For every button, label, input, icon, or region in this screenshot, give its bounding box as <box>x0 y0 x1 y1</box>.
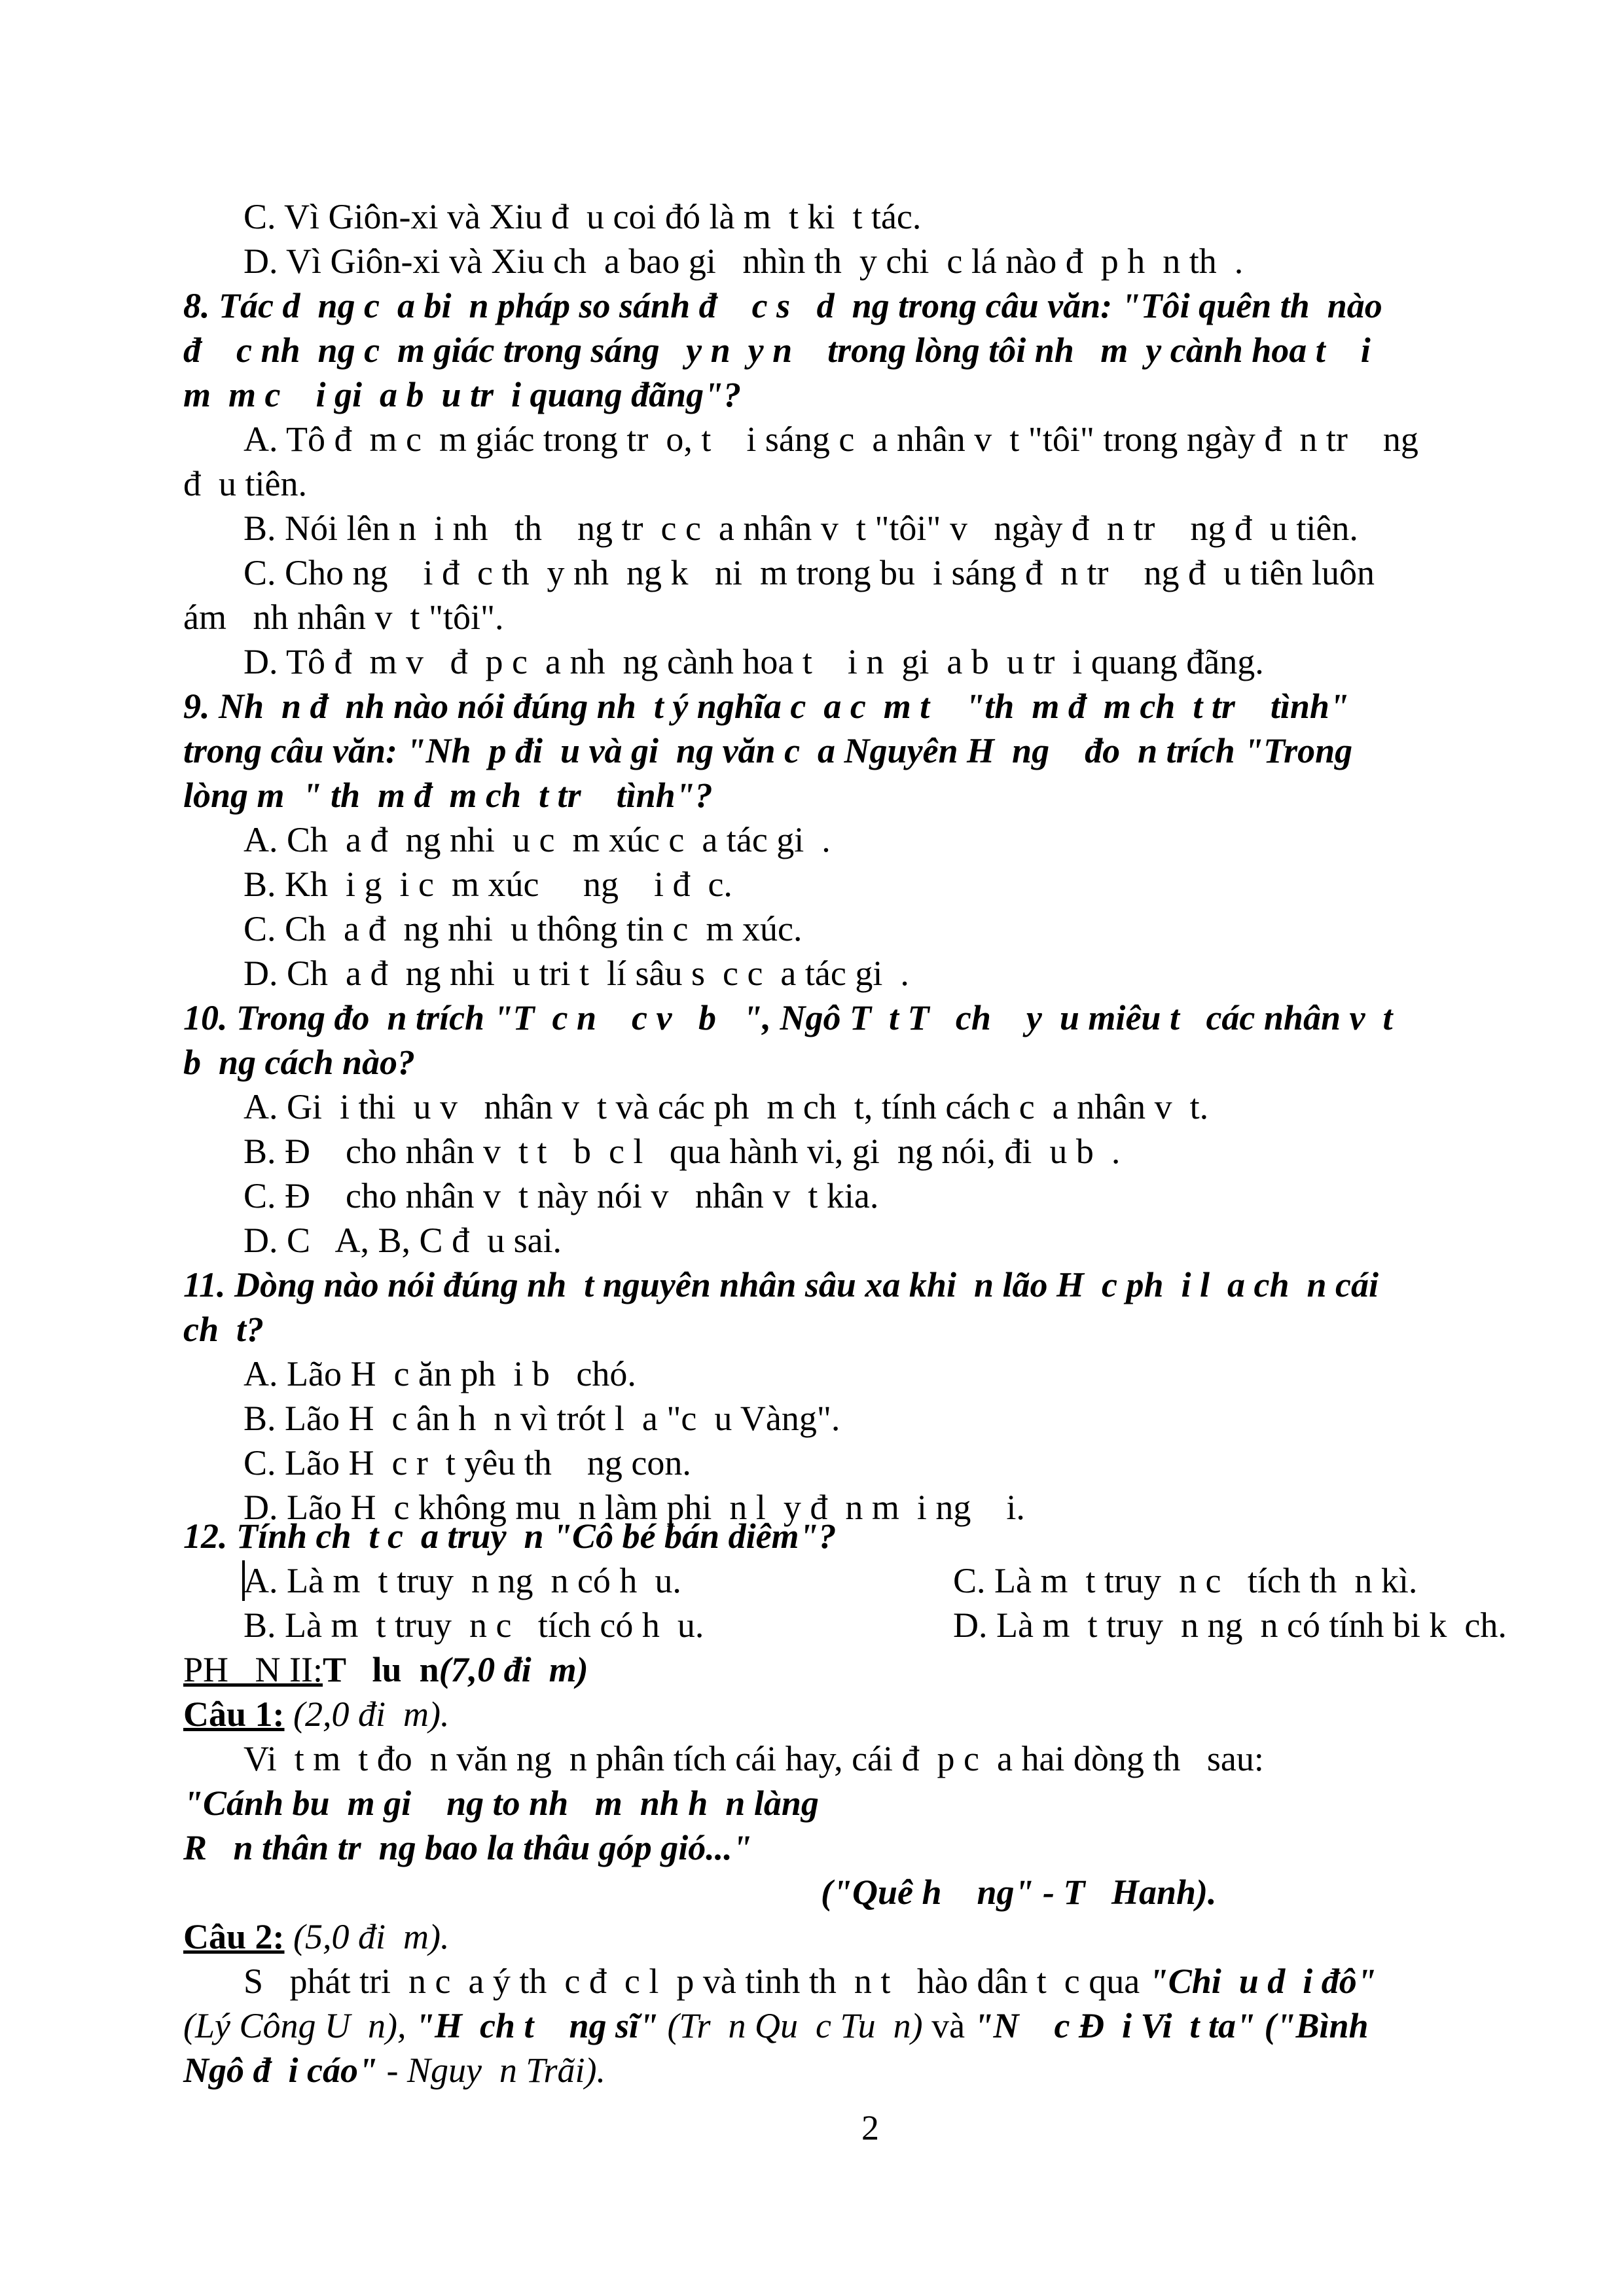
poem-line-1: "Cánh bu m gi ng to nh m nh h n làng <box>183 1784 819 1823</box>
cau-2-text-line-3 <box>183 2049 605 2092</box>
q7-option-c: C. Vì Giôn-xi và Xiu đ u coi đó là m t ki t tác. <box>244 197 922 236</box>
question-8-line-2: đ c nh ng c m giác trong sáng y n y n trong lòng tôi nh m y cành hoa t i <box>183 331 1371 370</box>
q12-option-c: C. Là m t truy n c tích th n kì. <box>953 1561 1418 1600</box>
q8-option-c-cont: ám nh nhân v t "tôi". <box>183 598 504 637</box>
q11-option-c: C. Lão H c r t yêu th ng con. <box>244 1443 691 1482</box>
q11-option-b: B. Lão H c ân h n vì trót l a "c u Vàng". <box>244 1399 840 1438</box>
q10-option-d: D. C A, B, C đ u sai. <box>244 1221 562 1260</box>
question-9: 9. Nh n đ nh nào nói đúng nh t ý nghĩa c a c m t "th m đ m ch t tr tình" <box>183 687 1349 726</box>
q10-option-c: C. Đ cho nhân v t này nói v nhân v t kia. <box>244 1176 879 1215</box>
cau-2-score: (5,0 đi m). <box>293 1917 450 1956</box>
cau-2-text-line-1 <box>244 1960 1377 2003</box>
question-10: 10. Trong đo n trích "T c n c v b ", Ngô T t T ch y u miêu t các nhân v t <box>183 998 1393 1037</box>
question-9-line-2: trong câu văn: "Nh p đi u và gi ng văn c a Nguyên H ng đo n trích "Trong <box>183 731 1353 770</box>
cau-1-heading <box>183 1693 449 1736</box>
q12-option-d: D. Là m t truy n ng n có tính bi k ch. <box>953 1605 1507 1645</box>
q8-option-a-cont: đ u tiên. <box>183 464 307 503</box>
cau-2-heading <box>183 1915 449 1958</box>
q11-option-a: A. Lão H c ăn ph i b chó. <box>244 1354 636 1393</box>
question-10-line-2: b ng cách nào? <box>183 1043 416 1082</box>
q9-option-b: B. Kh i g i c m xúc ng i đ c. <box>244 865 732 904</box>
q12-option-b: B. Là m t truy n c tích có h u. <box>244 1605 704 1645</box>
question-11-line-2: ch t? <box>183 1310 264 1349</box>
question-11: 11. Dòng nào nói đúng nh t nguyên nhân sâu xa khi n lão H c ph i l a ch n cái <box>183 1265 1379 1304</box>
q8-option-d: D. Tô đ m v đ p c a nh ng cành hoa t i n gi a b u tr i quang đãng. <box>244 642 1264 681</box>
cau-2-text-line-2 <box>183 2004 1369 2047</box>
cau-1-score: (2,0 đi m). <box>293 1695 450 1734</box>
cau-1-label: Câu 1: <box>183 1695 285 1734</box>
part-2-title: T lu n <box>323 1650 439 1689</box>
cau-2-work-1: "Chi u d i đô" <box>1148 1962 1377 2001</box>
q9-option-a: A. Ch a đ ng nhi u c m xúc c a tác gi . <box>244 820 831 859</box>
cau-2-work-3-cont: Ngô đ i cáo" <box>183 2051 378 2090</box>
part-2-heading <box>183 1648 588 1691</box>
cau-2-label: Câu 2: <box>183 1917 285 1956</box>
cau-2-text-1: S phát tri n c a ý th c đ c l p và tinh th n t hào dân t c qua <box>244 1962 1149 2001</box>
q12-option-a: A. Là m t truy n ng n có h u. <box>244 1561 681 1600</box>
part-2-label: PH N II: <box>183 1650 323 1689</box>
q7-option-d: D. Vì Giôn-xi và Xiu ch a bao gi nhìn th y chi c lá nào đ p h n th . <box>244 242 1244 281</box>
question-8-line-3: m m c i gi a b u tr i quang đãng"? <box>183 375 742 414</box>
page-number: 2 <box>861 2108 879 2147</box>
poem-line-2: R n thân tr ng bao la thâu góp gió..." <box>183 1828 752 1867</box>
question-8: 8. Tác d ng c a bi n pháp so sánh đ c s d ng trong câu văn: "Tôi quên th nào <box>183 286 1382 325</box>
cau-2-work-3: "N c Đ i Vi t ta" ("Bình <box>973 2006 1369 2045</box>
q8-option-c: C. Cho ng i đ c th y nh ng k ni m trong bu i sáng đ n tr ng đ u tiên luôn <box>244 553 1375 592</box>
q8-option-a: A. Tô đ m c m giác trong tr o, t i sáng c a nhân v t "tôi" trong ngày đ n tr ng <box>244 420 1418 459</box>
q8-option-b: B. Nói lên n i nh th ng tr c c a nhân v t "tôi" v ngày đ n tr ng đ u tiên. <box>244 509 1358 548</box>
q9-option-c: C. Ch a đ ng nhi u thông tin c m xúc. <box>244 909 803 948</box>
poem-source: ("Quê h ng" - T Hanh). <box>821 1873 1217 1912</box>
q11-option-d: D. Lão H c không mu n làm phi n l y đ n m i ng i. <box>244 1488 1025 1527</box>
q10-option-a: A. Gi i thi u v nhân v t và các ph m ch t, tính cách c a nhân v t. <box>244 1087 1209 1126</box>
question-12: 12. Tính ch t c a truy n "Cô bé bán diêm"? <box>183 1516 837 1556</box>
q10-option-b: B. Đ cho nhân v t t b c l qua hành vi, gi ng nói, đi u b . <box>244 1132 1121 1171</box>
cau-2-author-2: (Tr n Qu c Tu n) <box>659 2006 923 2045</box>
q9-option-d: D. Ch a đ ng nhi u tri t lí sâu s c c a tác gi . <box>244 954 909 993</box>
cau-2-author-3: - Nguy n Trãi). <box>377 2051 605 2090</box>
part-2-score: (7,0 đi m) <box>439 1650 588 1689</box>
cau-2-and: và <box>922 2006 974 2045</box>
question-9-line-3: lòng m " th m đ m ch t tr tình"? <box>183 776 713 815</box>
cau-2-work-2: "H ch t ng sĩ" <box>414 2006 659 2045</box>
cau-1-text: Vi t m t đo n văn ng n phân tích cái hay, cái đ p c a hai dòng th sau: <box>244 1739 1264 1778</box>
cau-2-author-1: (Lý Công U n), <box>183 2006 415 2045</box>
